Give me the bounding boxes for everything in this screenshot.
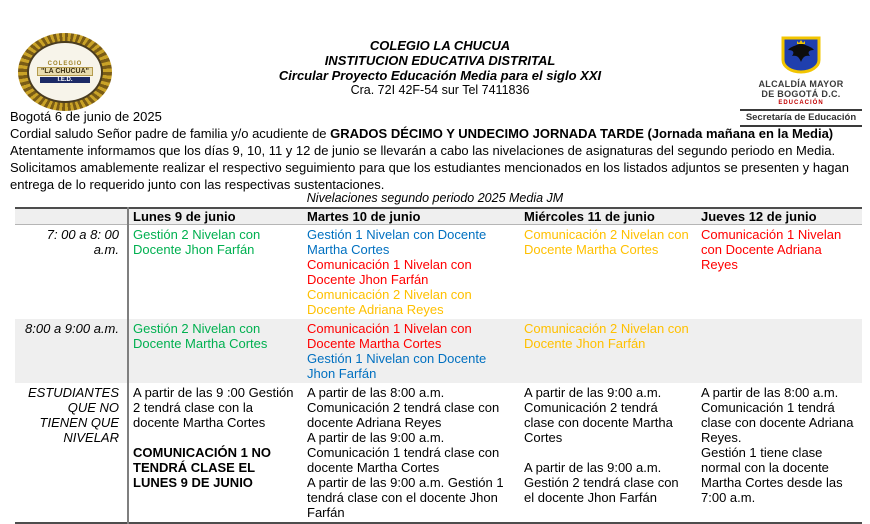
- schedule-entry: Gestión 1 tiene clase normal con la docente Martha Cortes desde las 7:00 a.m.: [701, 445, 843, 505]
- schedule-cell: [303, 383, 520, 523]
- schedule-entry: Gestión 2 Nivelan con Docente Martha Cortes: [133, 321, 268, 351]
- table-row: [15, 225, 862, 320]
- greeting-grades: GRADOS DÉCIMO Y UNDECIMO JORNADA TARDE (Jornada mañana en la Media): [330, 126, 834, 141]
- column-header-tuesday: Martes 10 de junio: [303, 208, 520, 225]
- schedule-entry: Gestión 2 Nivelan con Docente Jhon Farfán: [133, 227, 261, 257]
- schedule-cell: [128, 319, 303, 383]
- schedule-entry: A partir de las 9 :00 Gestión 2 tendrá clase con la docente Martha Cortes: [133, 385, 294, 430]
- row-label: 8:00 a 9:00 a.m.: [15, 319, 128, 383]
- schedule-cell: [697, 225, 862, 320]
- schedule-entry: A partir de las 8:00 a.m. Comunicación 1 tendrá clase con docente Adriana Reyes.: [701, 385, 854, 445]
- column-header-thursday: Jueves 12 de junio: [697, 208, 862, 225]
- schedule-entry: Comunicación 2 Nivelan con Docente Adriana Reyes: [307, 287, 472, 317]
- request-line: Solicitamos amablemente realizar el respectivo seguimiento para que los estudiantes mencionados en los listados adjuntos se presenten y hagan entrega de lo requerido junto con las respectivas sustentaciones.: [10, 160, 849, 192]
- schedule-cell: [697, 383, 862, 523]
- schedule-cell: [303, 225, 520, 320]
- schedule-entry: A partir de las 9:00 a.m. Gestión 2 tendrá clase con el docente Jhon Farfán: [524, 460, 679, 505]
- column-header-monday: Lunes 9 de junio: [128, 208, 303, 225]
- schedule-entry: Comunicación 2 Nivelan con Docente Martha Cortes: [524, 227, 689, 257]
- alcaldia-line2: DE BOGOTÁ D.C.: [761, 89, 841, 99]
- row-label: ESTUDIANTES QUE NO TIENEN QUE NIVELAR: [15, 383, 128, 523]
- date-line: Bogotá 6 de junio de 2025: [10, 109, 162, 124]
- info-line: Atentamente informamos que los días 9, 10, 11 y 12 de junio se llevarán a cabo las nivelaciones de asignaturas del segundo periodo en Media.: [10, 143, 836, 158]
- bogota-shield-icon: [780, 36, 822, 74]
- schedule-entry: A partir de las 9:00 a.m. Gestión 1 tendrá clase con el docente Jhon Farfán: [307, 475, 504, 520]
- schedule-entry: COMUNICACIÓN 1 NO TENDRÁ CLASE EL LUNES 9 DE JUNIO: [133, 445, 271, 490]
- greeting-prefix: Cordial saludo Señor padre de familia y/o acudiente de: [10, 126, 331, 141]
- column-header-time: [15, 208, 128, 225]
- table-caption: Nivelaciones segundo periodo 2025 Media JM: [306, 191, 564, 205]
- schedule-entry: Gestión 1 Nivelan con Docente Jhon Farfán: [307, 351, 487, 381]
- schedule-entry: Comunicación 1 Nivelan con Docente Martha Cortes: [307, 321, 472, 351]
- spacer: [524, 445, 691, 460]
- seal-inner: [27, 41, 103, 103]
- schedule-cell: [303, 319, 520, 383]
- row-label: 7: 00 a 8: 00 a.m.: [15, 225, 128, 320]
- alcaldia-line1: ALCALDÍA MAYOR: [758, 79, 844, 89]
- schedule-entry: Comunicación 1 Nivelan con Docente Jhon Farfán: [307, 257, 472, 287]
- school-name: COLEGIO LA CHUCUA: [369, 38, 511, 53]
- table-row: [15, 319, 862, 383]
- body-text: [10, 108, 862, 193]
- schedule-entry: Comunicación 2 Nivelan con Docente Jhon Farfán: [524, 321, 689, 351]
- schedule-cell: [128, 383, 303, 523]
- schedule-entry: A partir de las 8:00 a.m. Comunicación 2 tendrá clase con docente Adriana Reyes: [307, 385, 500, 430]
- schedule-table-body: [15, 225, 862, 524]
- seal-text-name: "LA CHUCUA": [37, 67, 93, 76]
- schedule-cell: [128, 225, 303, 320]
- schedule-cell: [697, 319, 862, 383]
- seal-text-colegio: COLEGIO: [47, 61, 83, 67]
- document-header: [185, 38, 695, 98]
- table-header-row: [15, 208, 862, 225]
- schedule-cell: [520, 383, 697, 523]
- schedule-entry: A partir de las 9:00 a.m. Comunicación 2 tendrá clase con docente Martha Cortes: [524, 385, 673, 445]
- schedule-entry: Comunicación 1 Nivelan con Docente Adriana Reyes: [701, 227, 842, 272]
- schedule-entry: Gestión 1 Nivelan con Docente Martha Cortes: [307, 227, 487, 257]
- alcaldia-educacion: EDUCACIÓN: [778, 100, 824, 106]
- spacer: [133, 430, 297, 445]
- seal-text-ied: I.E.D.: [40, 77, 90, 83]
- schedule-cell: [520, 319, 697, 383]
- schedule-table: [15, 207, 862, 524]
- greeting-line: [10, 125, 862, 142]
- circular-title: Circular Proyecto Educación Media para el siglo XXI: [278, 68, 602, 83]
- column-header-wednesday: Miércoles 11 de junio: [520, 208, 697, 225]
- schedule-cell: [520, 225, 697, 320]
- school-seal-logo: [18, 33, 112, 111]
- institution-type: INSTITUCION EDUCATIVA DISTRITAL: [324, 53, 556, 68]
- secretaria-educacion: Secretaría de Educación: [740, 109, 862, 127]
- table-row: [15, 383, 862, 523]
- schedule-entry: A partir de las 9:00 a.m. Comunicación 1 tendrá clase con docente Martha Cortes: [307, 430, 500, 475]
- address-line: Cra. 72I 42F-54 sur Tel 7411836: [350, 83, 530, 97]
